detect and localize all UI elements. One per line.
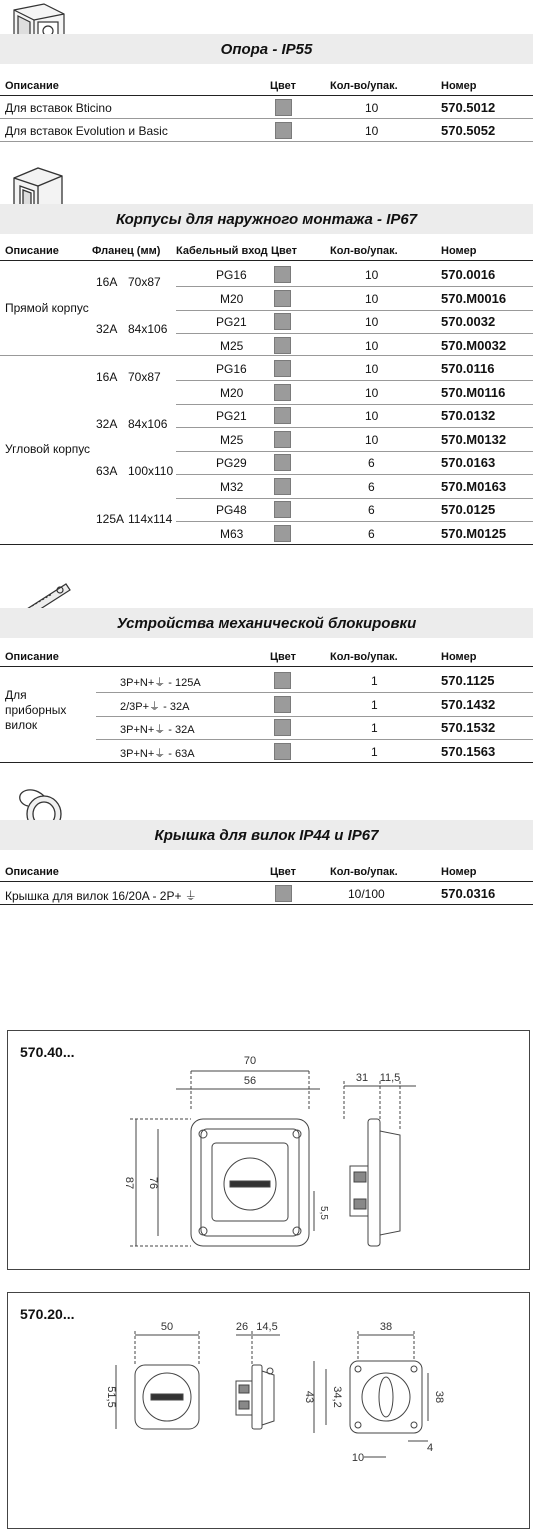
table-row [176,263,533,287]
color-swatch [274,384,291,401]
row-qty: 6 [368,503,375,517]
group-label-straight: Прямой корпус [5,301,89,315]
row-number: 570.1532 [441,720,496,735]
header-number: Номер [441,866,477,878]
drawing-570-40-svg [8,1031,529,1269]
section-title: Корпусы для наружного монтажа - IP67 [115,211,418,228]
row-qty: 1 [371,744,378,759]
flange-size: 84x106 [128,417,168,431]
dim-70: 70 [243,1055,257,1067]
table-row [176,428,533,452]
row-cable-entry: M20 [220,291,244,306]
dim-5-5: 5,5 [318,1206,329,1220]
row-number: 570.M0016 [441,290,507,306]
interlock-label [5,688,66,733]
color-swatch [274,313,291,330]
header-qty: Кол-во/упак. [330,866,398,878]
section-title: Устройства механической блокировки [116,615,417,632]
header-description: Описание [5,245,59,257]
dim-4: 4 [426,1442,434,1454]
row-description: Для вставок Evolution и Basic [5,124,168,138]
header-flange: Фланец (мм) [92,245,161,257]
row-number: 570.5012 [441,100,496,115]
section-plug-cover [0,782,538,912]
color-swatch [274,407,291,424]
row-number: 570.0016 [441,267,496,282]
row-number: 570.M0032 [441,337,507,353]
color-swatch [275,99,292,116]
dim-51-5: 51,5 [105,1386,117,1408]
table-header [0,76,533,96]
row-qty: 10/100 [348,887,385,901]
header-cable-entry: Кабельный вход [176,245,268,257]
table-row [96,740,533,763]
row-qty: 1 [371,674,378,688]
color-swatch [274,360,291,377]
dim-87: 87 [123,1176,135,1190]
color-swatch [274,290,291,307]
row-qty: 10 [365,362,379,376]
header-number: Номер [441,245,477,257]
color-swatch [274,454,291,471]
row-qty: 10 [365,385,379,400]
color-swatch [274,719,291,736]
dim-38-side: 38 [433,1390,445,1404]
label-line: Для [5,688,27,702]
dim-11-5: 11,5 [379,1072,401,1084]
row-qty: 10 [365,268,379,282]
table-row [176,451,533,475]
header-color: Цвет [270,866,297,878]
table-row [96,669,533,693]
header-color: Цвет [271,245,298,257]
flange-size: 70x87 [128,370,161,384]
section-mechanical-interlock [0,572,538,767]
row-spec: 3P+N+⏚ - 125A [120,677,201,689]
drawing-570-20-svg [8,1293,529,1528]
table-bottom-rule [0,762,533,763]
flange-amps: 32A [96,417,118,431]
row-number: 570.0316 [441,886,496,901]
flange-size: 84x106 [128,322,168,336]
row-qty: 6 [368,479,375,494]
row-qty: 10 [365,101,379,115]
color-swatch [274,743,291,760]
table-row [176,357,533,381]
row-qty: 1 [371,721,378,735]
row-cable-entry: PG16 [216,268,247,282]
label-line: приборных [5,703,67,717]
row-number: 570.0116 [441,361,495,376]
row-number: 570.M0163 [441,478,507,494]
table-header [0,241,533,261]
row-description: Крышка для вилок 16/20A - 2P+ ⏚ [5,889,197,903]
section-title: Опора - IP55 [220,41,313,58]
side-plate [368,1119,380,1246]
flange-amps: 125A [96,512,125,526]
row-description: Для вставок Bticino [5,101,112,115]
row-number: 570.0125 [441,502,496,517]
header-description: Описание [5,651,59,663]
row-cable-entry: PG21 [216,409,247,423]
flange-amps: 32A [96,322,118,336]
table-row [176,334,533,357]
dim-26: 26 [235,1321,249,1333]
color-swatch [275,122,292,139]
dim-50: 50 [160,1321,174,1333]
color-swatch [274,431,291,448]
row-qty: 10 [365,432,379,447]
header-description: Описание [5,80,59,92]
header-description: Описание [5,866,59,878]
row-qty: 6 [368,526,375,541]
color-swatch [274,696,291,713]
row-qty: 10 [365,338,379,353]
flange-amps: 63A [96,464,118,478]
row-number: 570.M0132 [441,431,507,447]
table-row [96,716,533,740]
row-cable-entry: PG29 [216,456,247,470]
table-row [0,119,533,142]
table-header [0,647,533,667]
table-row [176,404,533,428]
color-swatch [274,337,291,354]
group-label-angled: Угловой корпус [5,442,91,456]
row-qty: 1 [371,697,378,712]
row-number: 570.1432 [441,696,496,712]
drawing-code: 570.20... [20,1306,75,1322]
table-row [0,96,533,119]
row-number: 570.M0116 [441,384,506,400]
row-number: 570.0132 [441,408,496,423]
row-number: 570.1125 [441,673,495,688]
row-cable-entry: M32 [220,479,244,494]
technical-drawing-570-40 [7,1030,530,1270]
drawing-code: 570.40... [20,1044,75,1060]
section-support-ip55 [0,0,538,145]
color-swatch [274,478,291,495]
dim-38-top: 38 [379,1321,393,1333]
row-cable-entry: M20 [220,385,244,400]
technical-drawing-570-20 [7,1292,530,1529]
color-swatch [274,672,291,689]
dim-76: 76 [147,1176,159,1190]
header-qty: Кол-во/упак. [330,651,398,663]
flange-amps: 16A [96,370,118,384]
row-number: 570.1563 [441,743,496,759]
header-color: Цвет [270,651,297,663]
flange-size: 70x87 [128,275,161,289]
row-qty: 6 [368,456,375,470]
header-qty: Кол-во/упак. [330,80,398,92]
table-header [0,862,533,882]
row-spec: 3P+N+⏚ - 32A [120,724,195,736]
row-cable-entry: M25 [220,338,244,353]
color-swatch [275,885,292,902]
row-number: 570.0163 [441,455,496,470]
table-row [176,498,533,522]
header-qty: Кол-во/упак. [330,245,398,257]
header-number: Номер [441,651,477,663]
dim-10: 10 [351,1452,365,1464]
color-swatch [274,525,291,542]
row-qty: 10 [365,291,379,306]
section-title-band [0,34,533,64]
section-title: Крышка для вилок IP44 и IP67 [154,827,379,844]
table-row [96,693,533,717]
row-cable-entry: M63 [220,526,244,541]
dim-34-2: 34,2 [331,1386,343,1408]
table-row [0,882,533,905]
section-title-band [0,820,533,850]
row-cable-entry: PG48 [216,503,247,517]
header-number: Номер [441,80,477,92]
section-title-band [0,608,533,638]
row-cable-entry: M25 [220,432,244,447]
row-qty: 10 [365,124,379,138]
flange-size: 114x114 [128,512,173,526]
label-line: вилок [5,718,38,732]
row-number: 570.0032 [441,314,496,329]
dim-43: 43 [303,1390,315,1404]
row-spec: 3P+N+⏚ - 63A [120,747,195,760]
table-row [176,381,533,405]
color-swatch [274,266,291,283]
row-qty: 10 [365,409,379,423]
dim-14-5: 14,5 [256,1321,278,1333]
section-surface-housings-ip67 [0,160,538,550]
row-cable-entry: PG21 [216,315,247,329]
table-row [176,310,533,334]
row-qty: 10 [365,315,379,329]
table-row [176,287,533,311]
dim-31: 31 [355,1072,369,1084]
row-number: 570.5052 [441,123,496,138]
flange-size: 100x110 [128,464,174,478]
row-spec: 2/3P+⏚ - 32A [120,700,190,713]
flange-amps: 16A [96,275,118,289]
table-row [176,522,533,545]
section-title-band [0,204,533,234]
row-cable-entry: PG16 [216,362,247,376]
table-row [176,475,533,499]
row-number: 570.M0125 [441,525,507,541]
color-swatch [274,501,291,518]
header-color: Цвет [270,80,297,92]
dim-56: 56 [243,1075,257,1087]
